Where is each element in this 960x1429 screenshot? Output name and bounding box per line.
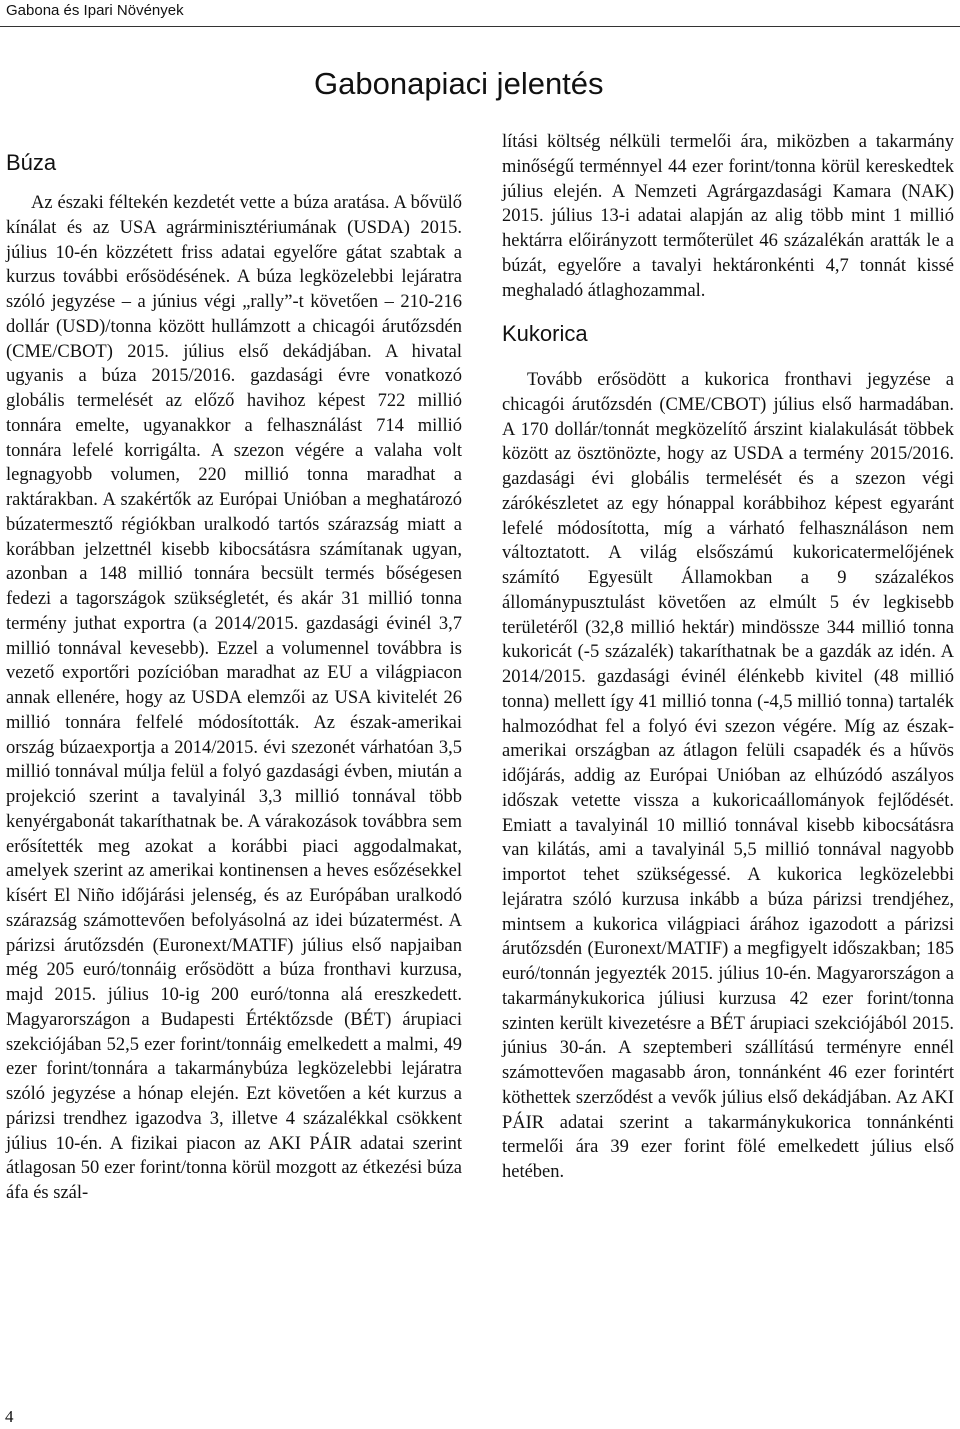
page-number: 4 (5, 1407, 14, 1426)
buza-continuation: lítási költség nélküli termelői ára, miközben a takarmány minőségű terménnyel 44 ezer forint/tonna körül kereskedtek július elején. A Nemzeti Agrárgazdasági Kamara (NAK) 2015. július 13-i adatai alapján az alig több mint 1 millió hektárra előirányzott termőterület 46 százalékán aratták le a búzát, egyelőre a tavalyi hektáronkénti 4,7 tonnát kissé meghaladó átlaghozammal. (502, 132, 954, 301)
kukorica-paragraph: Tovább erősödött a kukorica fronthavi jegyzése a chicagói árutőzsdén (CME/CBOT) július első harmadában. A 170 dollár/tonnát megközelítő árszint kialakulását többek között az ösztönözte, hogy az USDA a termény 2015/2016. gazdasági évi globális termelését és a szezon végi zárókészletet az egy hónappal korábbihoz képest egyaránt lefelé módosította, míg a várható felhasználáson nem változtatott. A világ elsőszámú kukoricatermelőjének számító Egyesült Államokban a 9 százalékos állománypusztulást követően az elmúlt 5 év legkisebb területéről (32,8 millió hektár) mindössze 344 millió tonna kukoricát (-5 százalék) takaríthatnak be a gazdák az idén. A 2014/2015. gazdasági évinél élénkebb kivitel (48 millió tonna) mellett így 41 millió tonna (-4,5 millió tonna) tartalék halmozódhat fel a folyó évi szezon végére. Míg az észak-amerikai országban az átlagon felüli csapadék és a hűvös időjárás, addig az Európai Unióban az elhúzódó aszályos időszak vetette vissza a kukoricaállományok fejlődését. Emiatt a tavalyinál 10 millió tonnával kisebb kibocsátásra van kilátás, ami a tavalyinál 5,5 millió tonnával nagyobb importot tehet szükségessé. A kukorica legközelebbi lejáratra szóló kurzusa inkább a búza párizsi trendjéhez, mintsem a kukorica világpiaci árához igazodott a párizsi árutőzsdén (Euronext/MATIF) a megfigyelt időszakban; 185 euró/tonnán jegyezték 2015. július 10-én. Magyarországon a takarmánykukorica júliusi kurzusa 42 ezer forint/tonna szinten került kivezetésre a BÉT árupiaci szekciójából 2015. június 30-án. A szeptemberi szállítású terményre ennél számottevően magasabb áron, tonnánként 46 ezer forintért köthettek szerződést a vevők július első dekádjában. Az AKI PÁIR adatai szerint a takarmánykukorica tonnánkénti termelői ára 39 ezer forint fölé emelkedett július első hetében. (502, 370, 954, 1182)
page-title: Gabonapiaci jelentés (314, 66, 604, 101)
heading-kukorica: Kukorica (502, 321, 588, 347)
column-left (6, 191, 462, 1206)
heading-buza: Búza (6, 150, 57, 175)
header-rule (0, 26, 960, 27)
page-header (0, 0, 960, 28)
buza-paragraph: Az északi féltekén kezdetét vette a búza aratása. A bővülő kínálat és az USA agrárminisztériumának (USDA) 2015. július 10-én közzétett friss adatai egyelőre gátat szabtak a kurzus további erősödésének. A búza legközelebbi lejáratra szóló jegyzése – a június végi „rally”-t követően – 210-216 dollár (USD)/tonna között hullámzott a chicagói árutőzsdén (CME/CBOT) 2015. július első dekádjában. A hivatal ugyanis a búza 2015/2016. gazdasági évre vonatkozó globális termelését az előző havihoz képest 722 millió tonnára emelte, ugyanakkor a felhasználást 714 millió tonnára lefelé korrigálta. A szezon végére a valaha volt legnagyobb volumen, 220 millió tonna maradhat a raktárakban. A szakértők az Európai Unióban a meghatározó búzatermesztő régiókban uralkodó tartós szárazság miatt a korábban jelzettnél kisebb kibocsátásra számítanak ugyan, azonban a 148 millió tonnára becsült termés bőségesen fedezi a tagországok szükségletét, és akár 31 millió tonna termény juthat exportra (a 2014/2015. gazdasági évinél 3,7 millió tonnával kevesebb). Ezzel a volumennel továbbra is vezető exportőri pozícióban maradhat az EU a világpiacon annak ellenére, hogy az USDA elemzői az USA kivitelét 26 millió tonnára felfelé módosították. Az észak-amerikai ország búzaexportja a 2014/2015. évi szezonét várhatóan 3,5 millió tonnával múlja felül a folyó gazdasági évben, miután a projekció szerint a tavalyinál 3,3 millió tonnával több kenyérgabonát takaríthatnak be. A várakozások továbbra sem erősítették meg azokat a korábbi piaci aggodalmakat, amelyek szerint az amerikai kontinensen a heves esőzésekkel kísért El Niño időjárási jelenség, és az Európában uralkodó szárazság számottevően befolyásolná az idei búzatermést. A párizsi árutőzsdén (Euronext/MATIF) július első napjaiban még 205 euró/tonnáig erősödött a búza fronthavi kurzusa, majd 2015. július 10-ig 200 euró/tonna alá ereszkedett. Magyarországon a Budapesti Értéktőzsde (BÉT) árupiaci szekciójában 52,5 ezer forint/tonnáig emelkedett a malmi, 49 ezer forint/tonnára a takarmánybúza legközelebbi lejáratra szóló jegyzése a hónap elején. Ezt követően a két kurzus a párizsi trendhez igazodva 3, illetve 4 százalékkal csökkent július 10-én. A fizikai piacon az AKI PÁIR adatai szerint átlagosan 50 ezer forint/tonna körül mozgott az étkezési búza áfa és szál- (6, 193, 462, 1203)
section-label: Gabona és Ipari Növények (6, 2, 184, 19)
column-right (502, 130, 954, 1185)
